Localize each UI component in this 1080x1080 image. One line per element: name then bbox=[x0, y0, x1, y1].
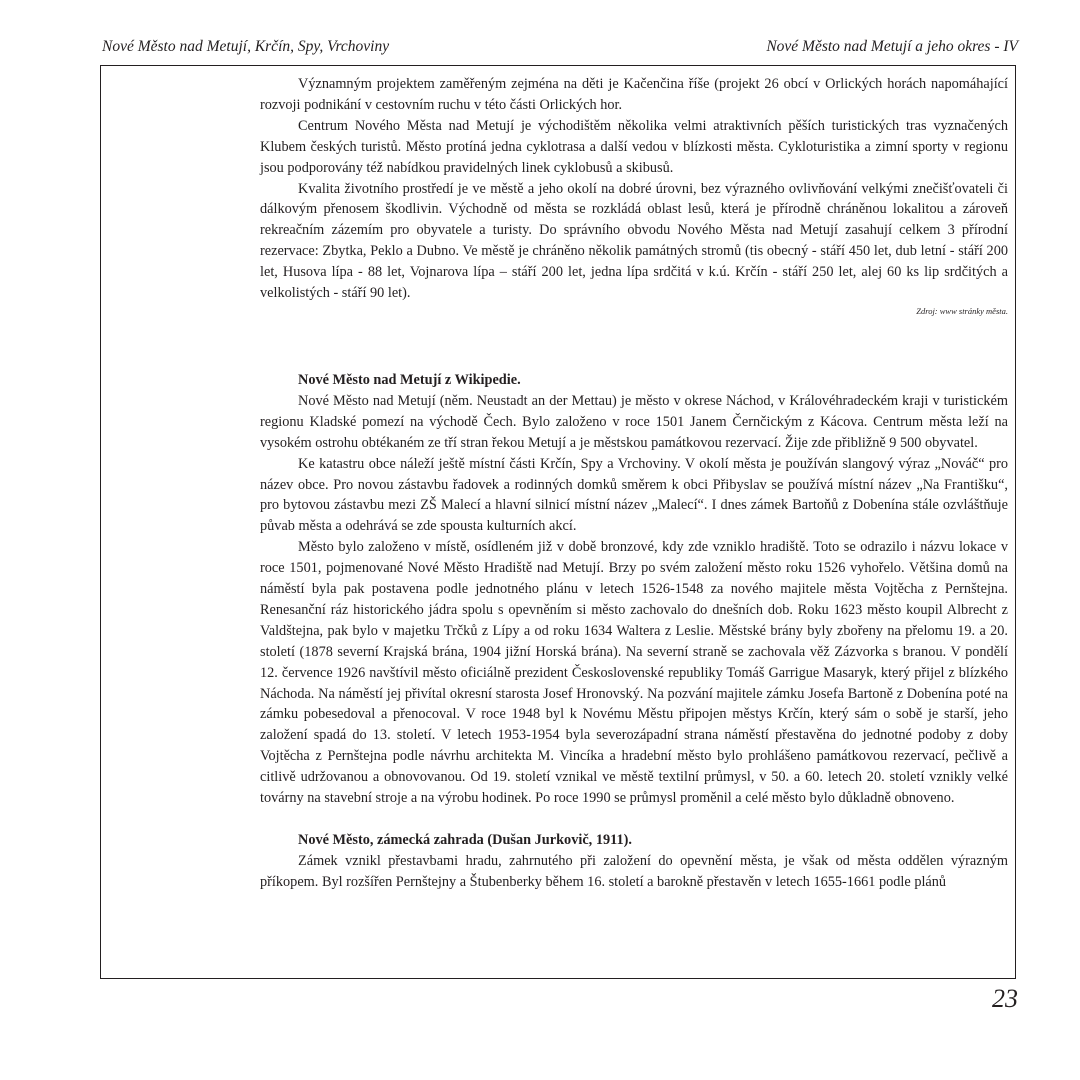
intro-paragraph-2: Centrum Nového Města nad Metují je východištěm několika velmi atraktivních pěších turistických tras vyznačených Klubem českých turistů. Město protíná jedna cyklotrasa a další vedou v blízkosti města. Cykloturistika a zimní sporty v regionu jsou podporovány též nabídkou pravidelných linek cyklobusů a skibusů. bbox=[260, 117, 1008, 176]
garden-paragraph: Zámek vznikl přestavbami hradu, zahrnutého při založení do opevnění města, je však od města oddělen výrazným příkopem. Byl rozšířen Pernštejny a Štubenberky během 16. století a barokně přestavěn v letech 1655-1661 podle plánů bbox=[260, 852, 1008, 890]
wikipedia-paragraph-1: Nové Město nad Metují (něm. Neustadt an der Mettau) je město v okrese Náchod, v Královéhradeckém kraji v turistickém regionu Kladské pomezí na východě Čech. Bylo založeno v roce 1501 Janem Černčickým z Kácova. Centrum města leží na vysokém ostrohu obtékaném ze tří stran řekou Metují a je městskou památkovou rezervací. Žije zde přibližně 9 500 obyvatel. bbox=[260, 392, 1008, 451]
page-number: 23 bbox=[992, 984, 1018, 1013]
intro-paragraph-3: Kvalita životního prostředí je ve městě a jeho okolí na dobré úrovni, bez výrazného ovlivňování velkými znečišťovateli či dálkovým přenosem škodlivin. Východně od města se rozkládá oblast lesů, která je přírodně chráněnou lokalitou a zároveň rekreačním zázemím pro obyvatele a turisty. Do správního obvodu Nového Města nad Metují zasahují celkem 3 přírodní rezervace: Zbytka, Peklo a Dubno. Ve městě je chráněno několik památných stromů (tis obecný - stáří 450 let, dub letní - stáří 200 let, Husova lípa - 88 let, Vojnarova lípa – stáří 200 let, jedna lípa srdčitá v k.ú. Krčín - stáří 250 let, alej 60 ks lip srdčitých a velkolistých - stáří 90 let). bbox=[260, 180, 1008, 302]
section-spacer bbox=[260, 809, 1008, 830]
running-head-left: Nové Město nad Metují, Krčín, Spy, Vrchoviny bbox=[102, 38, 390, 55]
wikipedia-section bbox=[260, 370, 1008, 809]
intro-section bbox=[260, 74, 1008, 317]
wikipedia-heading: Nové Město nad Metují z Wikipedie. bbox=[298, 371, 521, 388]
garden-heading: Nové Město, zámecká zahrada (Dušan Jurkovič, 1911). bbox=[298, 832, 632, 848]
wikipedia-paragraph-2: Ke katastru obce náleží ještě místní části Krčín, Spy a Vrchoviny. V okolí města je používán slangový výraz „Nováč“ pro název obce. Pro novou zástavbu řadovek a rodinných domků směrem k obci Přibyslav se používá místní název „Na Františku“, pro bytovou zástavbu mezi ZŠ Malecí a hlavní silnicí místní název „Malecí“. I dnes zámek Bartoňů z Dobenína stále ozvláštňuje půvab města a odehrává se zde spousta kulturních akcí. bbox=[260, 455, 1008, 535]
intro-paragraph-1: Významným projektem zaměřeným zejména na děti je Kačenčina říše (projekt 26 obcí v Orlických horách napomáhající rozvoji podnikání v cestovním ruchu v této části Orlických hor. bbox=[260, 76, 1008, 113]
source-note: Zdroj: www stránky města. bbox=[916, 305, 1008, 316]
garden-section bbox=[260, 830, 1008, 893]
page-content bbox=[260, 74, 1008, 893]
section-spacer bbox=[260, 317, 1008, 370]
running-head-right: Nové Město nad Metují a jeho okres - IV bbox=[766, 38, 1018, 55]
wikipedia-paragraph-3: Město bylo založeno v místě, osídleném již v době bronzové, kdy zde vzniklo hradiště. Toto se odrazilo i názvu lokace v roce 1501, pojmenované Nové Město Hradiště nad Metují. Brzy po svém založení město roku 1526 vyhořelo. Většina domů na náměstí byla pak postavena podle jednotného plánu v letech 1526-1548 za nového majitele města Vojtěcha z Pernštejna. Renesanční ráz historického jádra spolu s opevněním si město zachovalo do dnešních dob. Roku 1623 město koupil Albrecht z Valdštejna, pak bylo v majetku Trčků z Lípy a od roku 1634 Waltera z Leslie. Městské brány byly zbořeny na přelomu 19. a 20. století (1878 severní Krajská brána, 1904 jižní Horská brána). Na severní straně se zachovala věž Zázvorka s branou. V pondělí 12. července 1926 navštívil město oficiálně prezident Československé republiky Tomáš Garrigue Masaryk, který přijel z blízkého Náchoda. Na náměstí jej přivítal okresní starosta Josef Hronovský. Na pozvání majitele zámku Josefa Bartoně z Dobenína poté na zámku pobesedoval a přenocoval. V roce 1948 byl k Novému Městu připojen městys Krčín, který sám o sobě je starší, jeho založení spadá do 13. století. V letech 1953-1954 byla severozápadní strana náměstí přestavěna do jednotné podoby z doby Vojtěcha z Pernštejna podle návrhu architekta M. Vincíka a hradební město bylo prohlášeno památkovou rezervací, pečlivě a citlivě udržovanou a obnovovanou. Od 19. století vznikal ve městě textilní průmysl, v 50. a 60. letech 20. století vznikly velké továrny na stavební stroje a na výrobu hodinek. Po roce 1990 se průmysl proměnil a celé město bylo důkladně obnoveno. bbox=[260, 539, 1008, 807]
